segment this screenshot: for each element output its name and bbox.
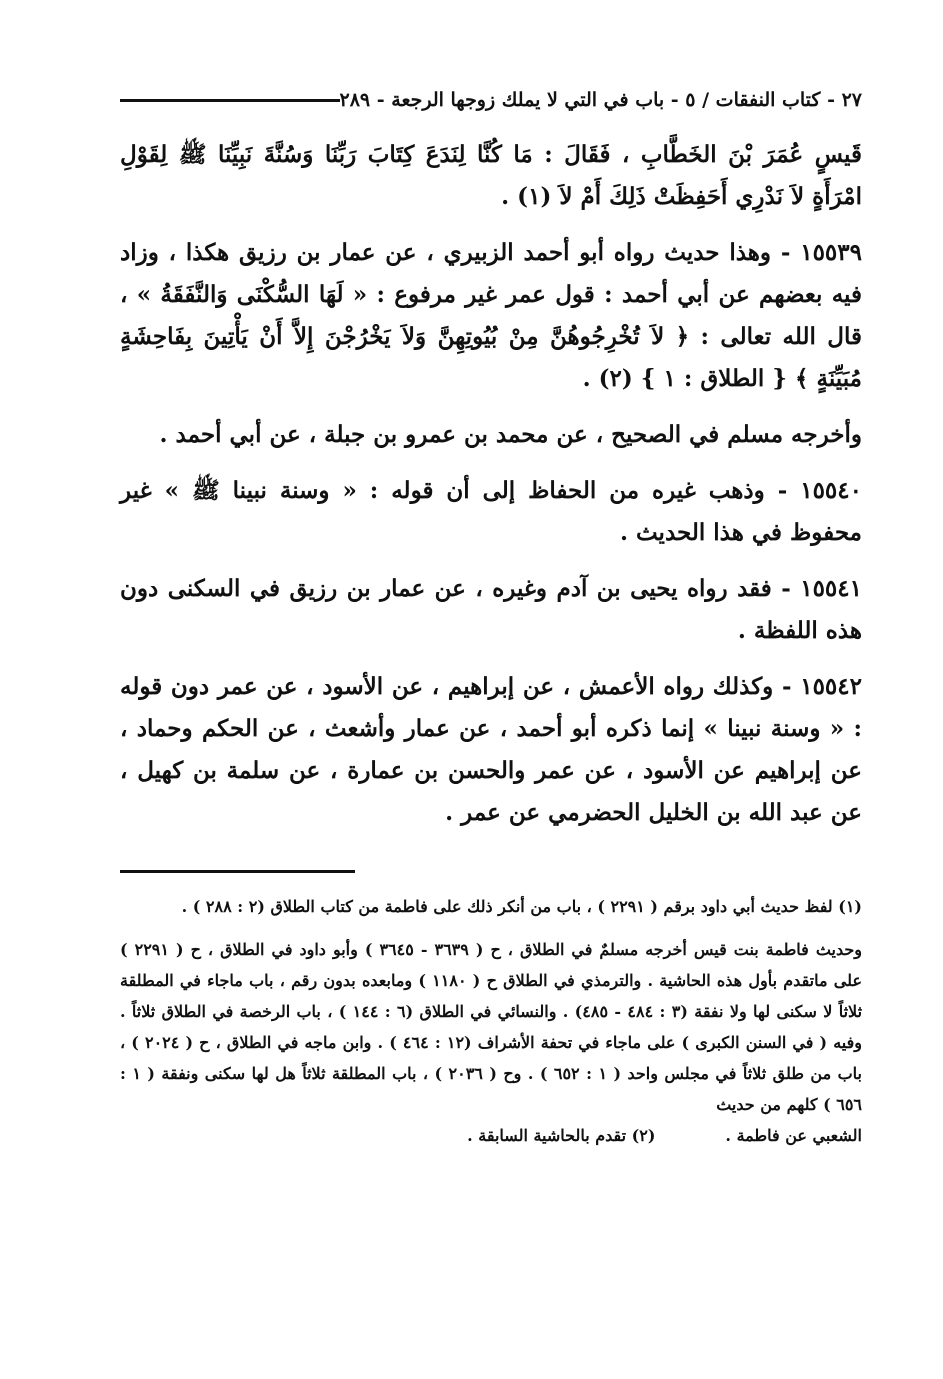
footnote-last-line <box>120 1120 862 1151</box>
footnote: (١) لفظ حديث أبي داود برقم ( ٢٢٩١ ) ، باب من أنكر ذلك على فاطمة من كتاب الطلاق (٢ : ٢٨٨ ) . <box>181 897 862 916</box>
footnote-body: وحديث فاطمة بنت قيس أخرجه مسلمٌ في الطلاق ، ح ( ٣٦٣٩ - ٣٦٤٥ ) وأبو داود في الطلاق ، ح ( ٢٢٩١ ) على ماتقدم بأول هذه الحاشية . والترمذي في الطلاق ح ( ١١٨٠ ) ومابعده بدون رقم ، باب ماجاء في المطلقة ثلاثاً لا سكنى لها ولا نفقة (٣ : ٤٨٤ - ٤٨٥) . والنسائي في الطلاق (٦ : ١٤٤ ) ، باب الرخصة في الطلاق ثلاثاً . وفيه ( في السنن الكبرى ) على ماجاء في تحفة الأشراف (١٢ : ٤٦٤ ) . وابن ماجه في الطلاق ، ح ( ٢٠٢٤ ) ، باب من طلق ثلاثاً في مجلس واحد ( ١ : ٦٥٢ ) . وح ( ٢٠٣٦ ) ، باب المطلقة ثلاثاً هل لها سكنى ونفقة ( ١ : ٦٥٦ ) كلهم من حديث <box>120 940 863 1114</box>
footnote-tail: الشعبي عن فاطمة . <box>725 1126 862 1145</box>
header-rule <box>120 99 340 102</box>
paragraph: ١٥٥٤٢ - وكذلك رواه الأعمش ، عن إبراهيم ، عن الأسود ، عن عمر دون قوله : « وسنة نبينا » إنما ذكره أبو أحمد ، عن عمار وأشعث ، عن الحكم وحماد ، عن إبراهيم عن الأسود ، عن عمر والحسن بن عمارة ، عن سلمة بن كهيل ، عن عبد الله بن الخليل الحضرمي عن عمر . <box>120 673 862 826</box>
running-header-text: ٢٧ - كتاب النفقات / ٥ - باب في التي لا يملك زوجها الرجعة - ٢٨٩ <box>339 89 862 111</box>
paragraph: وأخرجه مسلم في الصحيح ، عن محمد بن عمرو بن جبلة ، عن أبي أحمد . <box>159 421 862 448</box>
footnote-rule <box>120 870 355 873</box>
footnote-2: (٢) تقدم بالحاشية السابقة . <box>467 1126 656 1145</box>
footnotes <box>120 891 862 1151</box>
main-text <box>120 134 862 834</box>
footnote-separator <box>120 858 862 877</box>
paragraph: ١٥٥٣٩ - وهذا حديث رواه أبو أحمد الزبيري ، عن عمار بن رزيق هكذا ، وزاد فيه بعضهم عن أبي أحمد : قول عمر غير مرفوع : « لَهَا السُّكْنَى وَالنَّفَقَةُ » ، قال الله تعالى : ﴿ لاَ تُخْرِجُوهُنَّ مِنْ بُيُوتِهِنَّ وَلاَ يَخْرُجْنَ إِلاَّ أَنْ يَأْتِينَ بِفَاحِشَةٍ مُبَيِّنَةٍ ﴾ { الطلاق : ١ } (٢) . <box>120 239 862 392</box>
paragraph: ١٥٥٤٠ - وذهب غيره من الحفاظ إلى أن قوله : « وسنة نبينا ﷺ » غير محفوظ في هذا الحديث . <box>120 477 862 546</box>
running-header <box>120 80 862 120</box>
paragraph: قَيسٍ عُمَرَ بْنَ الخَطَّابِ ، فَقَالَ : مَا كُنَّا لِنَدَعَ كِتَابَ رَبِّنَا وَسُنَّةَ نَبِيِّنَا ﷺ لِقَوْلِ امْرَأَةٍ لاَ نَدْرِي أَحَفِظَتْ ذَلِكَ أَمْ لاَ (١) . <box>120 141 862 210</box>
paragraph: ١٥٥٤١ - فقد رواه يحيى بن آدم وغيره ، عن عمار بن رزيق في السكنى دون هذه اللفظة . <box>120 575 862 644</box>
footnote <box>120 934 862 1151</box>
page <box>120 80 862 1163</box>
